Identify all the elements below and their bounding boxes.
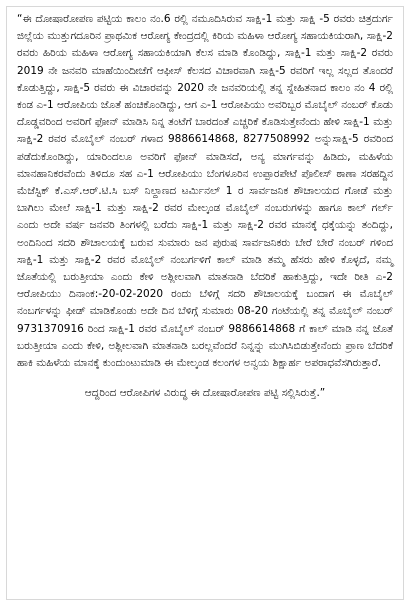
conclusion-line: ಆದ್ದರಿಂದ ಆರೋಪಿಗಳ ವಿರುದ್ಧ ಈ ದೋಷಾರೋಪಣ ಪಟ್ಟಿ ಸಲ್ಲಿಸಿರುತ್ತೆ.” [84,387,326,400]
document-page [6,6,404,600]
body-paragraph: “ಈ ದೋಷಾರೋಪಣ ಪಟ್ಟಿಯ ಕಾಲಂ ನಂ.6 ರಲ್ಲಿ ನಮೂದಿಸಿರುವ ಸಾಕ್ಷಿ-1 ಮತ್ತು ಸಾಕ್ಷಿ -5 ರವರು ಚಿತ್ರದುರ್ಗ ಜಿಲ್ಲೆಯ ಮುತ್ತುಗದೂರಿನ ಪ್ರಾಥಮಿಕ ಆರೋಗ್ಯ ಕೇಂದ್ರದಲ್ಲಿ ಕಿರಿಯ ಮಹಿಳಾ ಆರೋಗ್ಯ ಸಹಾಯಕಿಯರಾಗಿ, ಸಾಕ್ಷಿ-2 ರವರು ಹಿರಿಯ ಮಹಿಳಾ ಆರೋಗ್ಯ ಸಹಾಯಕಿಯಾಗಿ ಕೆಲಸ ಮಾಡಿ ಕೊಂಡಿದ್ದು, ಸಾಕ್ಷಿ-1 ಮತ್ತು ಸಾಕ್ಷಿ-2 ರವರು 2019 ನೇ ಜನವರಿ ಮಾಹೆಯಿಂದೀಚೆಗೆ ಆಫೀಸ್ ಕೆಲಸದ ವಿಚಾರವಾಗಿ ಸಾಕ್ಷಿ-5 ರವರಿಗೆ ಇಲ್ಲ ಸಲ್ಲದ ತೊಂದರೆ ಕೊಡುತ್ತಿದ್ದು, ಸಾಕ್ಷಿ-5 ರವರು ಈ ವಿಚಾರವನ್ನು 2020 ನೇ ಜನವರಿಯಲ್ಲಿ ತನ್ನ ಸ್ನೇಹಿತನಾದ ಕಾಲಂ ನಂ 4 ರಲ್ಲಿ ಕಂಡ ಎ-1 ಆರೋಪಿಯ ಜೊತೆ ಹಂಚಿಕೊಂಡಿದ್ದು, ಆಗ ಎ-1 ಆರೋಪಿಯು ಅವರಿಬ್ಬರ ಮೊಬೈಲ್ ನಂಬರ್ ಕೊಡು ದೊಡ್ಡವರಿಂದ ಅವರಿಗೆ ಫೋನ್ ಮಾಡಿಸಿ ನಿನ್ನ ತಂಟೆಗೆ ಬಾರದಂತೆ ಎಚ್ಚರಿಕೆ ಕೊಡಿಸುತ್ತೇನೆಂದು ಹೇಳಿ ಸಾಕ್ಷಿ-1 ಮತ್ತು ಸಾಕ್ಷಿ-2 ರವರ ಮೊಬೈಲ್ ನಂಬರ್ ಗಳಾದ 9886614868, 8277508992 ಅನ್ನುಸಾಕ್ಷಿ-5 ರವರಿಂದ ಪಡೆದುಕೊಂಡಿದ್ದು, ಯಾರಿಂದಲೂ ಅವರಿಗೆ ಫೋನ್ ಮಾಡಿಸದೆ, ಅನ್ಯ ಮಾರ್ಗವನ್ನು ಹಿಡಿದು, ಮಹಿಳೆಯ ಮಾನಹಾನಿಕರವೆಂದು ತಿಳಿದೂ ಸಹ ಎ-1 ಆರೋಪಿಯು ಬೆಂಗಳೂರಿನ ಉಪ್ಪಾರಪೇಟೆ ಪೊಲೀಸ್ ಠಾಣಾ ಸರಹದ್ದಿನ ಮೆಜೆಸ್ಟಿಕ್ ಕೆ.ಎಸ್.ಆರ್.ಟಿ.ಸಿ ಬಸ್ ನಿಲ್ದಾಣದ ಟರ್ಮಿನಲ್ 1 ರ ಸಾರ್ವಜನಿಕ ಶೌಚಾಲಯದ ಗೋಡೆ ಮತ್ತು ಬಾಗಿಲು ಮೇಲೆ ಸಾಕ್ಷಿ-1 ಮತ್ತು ಸಾಕ್ಷಿ-2 ರವರ ಮೇಲ್ಕಂಡ ಮೊಬೈಲ್ ನಂಬರುಗಳನ್ನು ಹಾಗೂ ಕಾಲ್ ಗರ್ಲ್ ಎಂದು ಅದೇ ವರ್ಷ ಜನವರಿ ತಿಂಗಳಲ್ಲಿ ಬರೆದು ಸಾಕ್ಷಿ-1 ಮತ್ತು ಸಾಕ್ಷಿ-2 ರವರ ಮಾನಕ್ಕೆ ಧಕ್ಕೆಯನ್ನು ತಂದಿದ್ದು, ಅಂದಿನಿಂದ ಸದರಿ ಶೌಚಾಲಯಕ್ಕೆ ಬರುವ ಸುಮಾರು ಜನ ಪುರುಷ ಸಾರ್ವಜನಿಕರು ಬೇರೆ ಬೇರೆ ನಂಬರ್ ಗಳಿಂದ ಸಾಕ್ಷಿ-1 ಮತ್ತು ಸಾಕ್ಷಿ-2 ರವರ ಮೊಬೈಲ್ ನಂಬರ್ಗಳಿಗೆ ಕಾಲ್ ಮಾಡಿ ತಮ್ಮ ಹೆಸರು ಹೇಳಿ ಕೊಳ್ಳದೆ, ನಮ್ಮ ಜೊತೆಯಲ್ಲಿ ಬರುತ್ತೀಯಾ ಎಂದು ಕೇಳಿ ಅಶ್ಲೀಲವಾಗಿ ಮಾತನಾಡಿ ಬೆದರಿಕೆ ಹಾಕುತ್ತಿದ್ದು, ಇದೇ ರೀತಿ ಎ-2 ಆರೋಪಿಯು ದಿನಾಂಕ:-20-02-2020 ರಂದು ಬೆಳಿಗ್ಗೆ ಸದರಿ ಶೌಚಾಲಯಕ್ಕೆ ಬಂದಾಗ ಈ ಮೊಬೈಲ್ ನಂಬರ್ಗಳನ್ನು ಫೀಡ್ ಮಾಡಿಕೊಂಡು ಅದೇ ದಿನ ಬೆಳಿಗ್ಗೆ ಸುಮಾರು 08-20 ಗಂಟೆಯಲ್ಲಿ ತನ್ನ ಮೊಬೈಲ್ ನಂಬರ್ 9731370916 ರಿಂದ ಸಾಕ್ಷಿ-1 ರವರ ಮೊಬೈಲ್ ನಂಬರ್ 9886614868 ಗೆ ಕಾಲ್ ಮಾಡಿ ನನ್ನ ಜೊತೆ ಬರುತ್ತೀಯಾ ಎಂದು ಕೇಳಿ, ಅಶ್ಲೀಲವಾಗಿ ಮಾತನಾಡಿ ಬರಲ್ಲವೆಂದರೆ ನಿನ್ನನ್ನು ಮುಗಿಸಿಬಿಡುತ್ತೇನೆಂದು ಪ್ರಾಣ ಬೆದರಿಕೆ ಹಾಕಿ ಮಹಿಳೆಯ ಮಾನಕ್ಕೆ ಕುಂದುಂಟುಮಾಡಿ ಈ ಮೇಲ್ಕಂಡ ಕಲಂಗಳ ಅನ್ವಯ ಶಿಕ್ಷಾರ್ಹ ಅಪರಾಧವೆಸಗಿರುತ್ತಾರೆ. [17,13,393,370]
